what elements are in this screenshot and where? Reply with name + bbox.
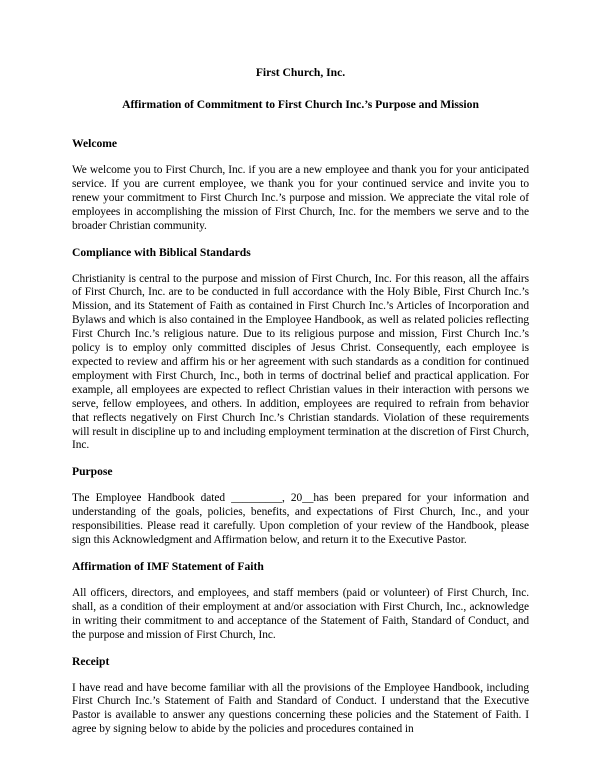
section-paragraph: We welcome you to First Church, Inc. if you are a new employee and thank you for your anticipated service. If you are current employee, we thank you for your continued service and invite you to renew your commitment to First Church Inc.’s purpose and mission. We appreciate the vital role of employees in accomplishing the mission of First Church, Inc. for the members we serve and to the broader Christian community.	[72, 164, 529, 232]
section-heading: Compliance with Biblical Standards	[72, 245, 251, 259]
section-heading: Welcome	[72, 137, 118, 150]
section-paragraph: All officers, directors, and employees, and staff members (paid or volunteer) of First Church, Inc. shall, as a condition of their employment at and/or association with First Church, Inc., acknowledge in writing their commitment to and acceptance of the Statement of Faith, Standard of Conduct, and the purpose and mission of First Church, Inc.	[72, 586, 529, 641]
document-title: Affirmation of Commitment to First Church Inc.’s Purpose and Mission	[122, 98, 479, 111]
document-page	[72, 66, 529, 749]
section-paragraph: The Employee Handbook dated _________, 20__has been prepared for your information and understanding of the goals, policies, benefits, and expectations of First Church, Inc., and your responsibilities. Please read it carefully. Upon completion of your review of the Handbook, please sign this Acknowledgment and Affirmation below, and return it to the Executive Pastor.	[72, 492, 529, 547]
section-compliance	[72, 246, 529, 454]
section-welcome	[72, 137, 529, 234]
organization-name: First Church, Inc.	[255, 66, 346, 79]
section-affirmation	[72, 560, 529, 643]
section-purpose	[72, 465, 529, 548]
section-heading: Purpose	[72, 465, 113, 479]
section-heading: Affirmation of IMF Statement of Faith	[72, 559, 264, 573]
section-receipt	[72, 655, 529, 738]
section-heading: Receipt	[72, 654, 110, 668]
section-paragraph: I have read and have become familiar with all the provisions of the Employee Handbook, including First Church Inc.’s Statement of Faith and Standard of Conduct. I understand that the Executive Pastor is available to answer any questions concerning these policies and the Statement of Faith. I agree by signing below to abide by the policies and procedures contained in	[72, 681, 529, 736]
section-paragraph: Christianity is central to the purpose and mission of First Church, Inc. For this reason, all the affairs of First Church, Inc. are to be conducted in full accordance with the Holy Bible, First Church Inc.’s Mission, and its Statement of Faith as contained in First Church Inc.’s Articles of Incorporation and Bylaws and which is also contained in the Employee Handbook, as well as related policies reflecting First Church Inc.’s religious nature. Due to its religious purpose and mission, First Church Inc.’s policy is to employ only committed disciples of Jesus Christ. Consequently, each employee is expected to review and affirm his or her agreement with such standards as a condition for continued employment with First Church, Inc., both in terms of doctrinal belief and practical application. For example, all employees are expected to reflect Christian values in their interaction with persons we serve, fellow employees, and others. In addition, employees are required to refrain from behavior that reflects negatively on First Church Inc.’s Christian standards. Violation of these requirements will result in discipline up to and including employment termination at the discretion of First Church, Inc.	[72, 272, 529, 452]
